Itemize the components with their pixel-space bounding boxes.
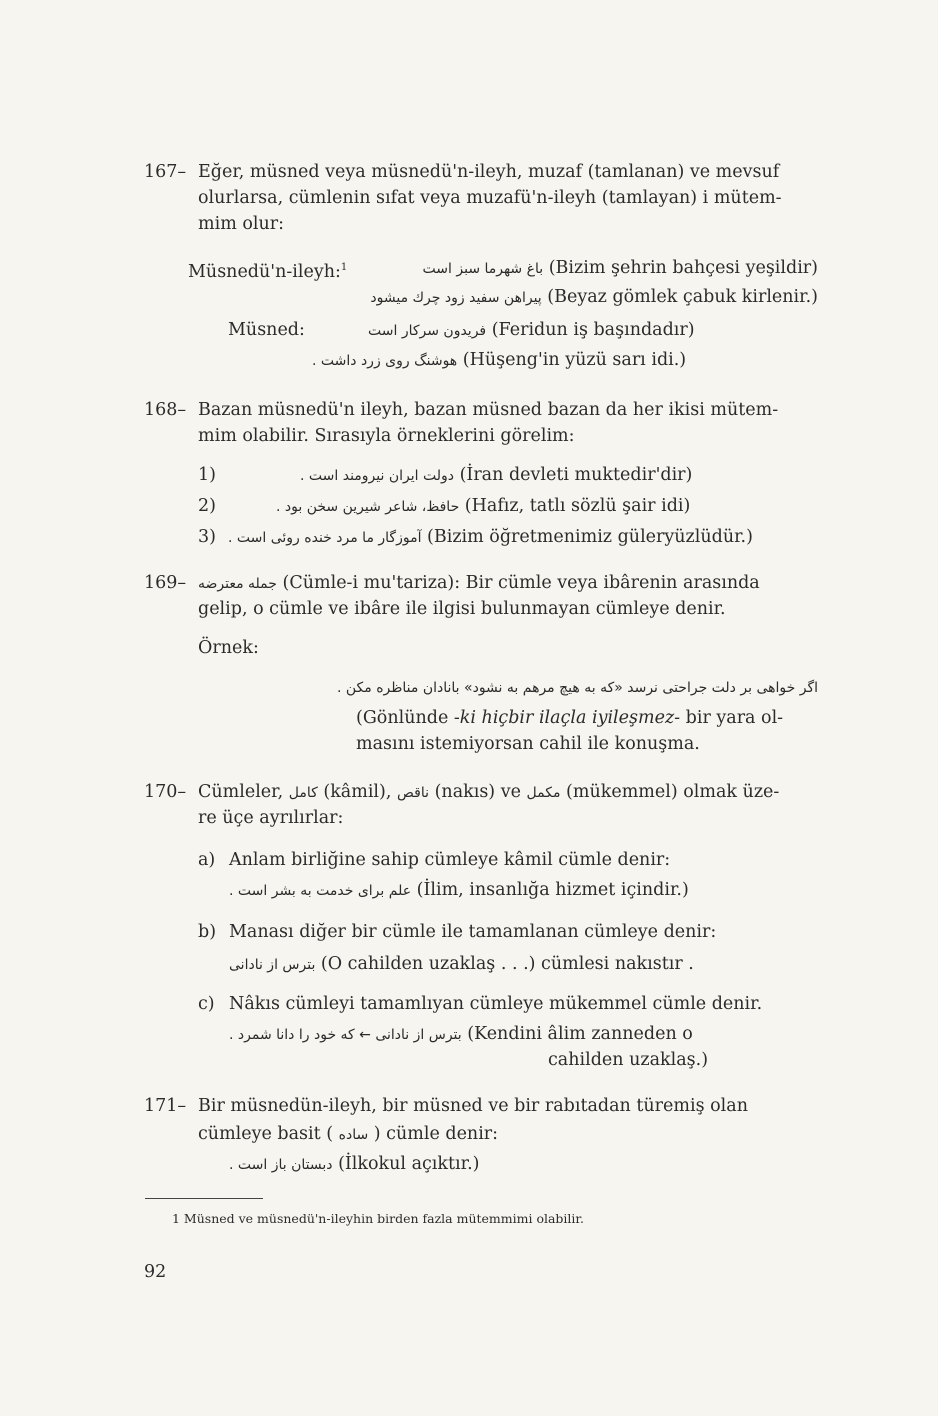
persian-text: بترس از نادانی ← كه خود را دانا شمرد . — [229, 1027, 462, 1043]
item-number: 1) — [198, 465, 216, 485]
turkish-translation: (İlkokul açıktır.) — [338, 1154, 480, 1174]
item-label: c) — [198, 994, 215, 1014]
turkish-translation: (İran devleti muktedir'dir) — [459, 465, 693, 485]
section-number-168: 168– — [144, 400, 187, 420]
paragraph-line: mim olabilir. Sırasıyla örneklerini görelim: — [198, 426, 575, 446]
example-line — [423, 256, 818, 281]
item-label: b) — [198, 922, 217, 942]
example-line — [368, 318, 695, 343]
paragraph-line: Eğer, müsned veya müsnedü'n-ileyh, muzaf (tamlanan) ve mevsuf — [198, 162, 780, 182]
paragraph-line: Nâkıs cümleyi tamamlıyan cümleye mükemmel cümle denir. — [229, 994, 763, 1014]
persian-text: پيراهن سفيد زود چرك ميشود — [370, 290, 542, 306]
item-label: a) — [198, 850, 216, 870]
turkish-translation: (Bizim öğretmenimiz güleryüzlüdür.) — [427, 527, 753, 547]
turkish-translation: (Kendini âlim zanneden o — [467, 1024, 693, 1044]
example-label: Müsned: — [228, 320, 305, 340]
example-line — [276, 494, 690, 519]
paragraph-line: olurlarsa, cümlenin sıfat veya muzafü'n-ileyh (tamlayan) i mütem- — [198, 188, 782, 208]
footnote-divider — [145, 1198, 263, 1199]
persian-text: آموزگار ما مرد خنده روئی است . — [228, 530, 422, 546]
turkish-translation: (Beyaz gömlek çabuk kirlenir.) — [547, 287, 818, 307]
persian-text: جمله معترضه — [198, 576, 277, 592]
turkish-translation: (İlim, insanlığa hizmet içindir.) — [416, 880, 689, 900]
paragraph-line: Manası diğer bir cümle ile tamamlanan cümleye denir: — [229, 922, 717, 942]
persian-text: مكمل — [526, 785, 561, 801]
persian-text: باغ شهرما سبز است — [422, 261, 544, 277]
turkish-translation: (Gönlünde -ki hiçbir ilaçla iyileşmez- bir yara ol- — [356, 708, 784, 728]
footnote: 1 Müsned ve müsnedü'n-ileyhin birden fazla mütemmimi olabilir. — [172, 1211, 584, 1226]
example-line — [229, 878, 689, 903]
paragraph-line: Bir müsnedün-ileyh, bir müsned ve bir rabıtadan türemiş olan — [198, 1096, 748, 1116]
example-label: Örnek: — [198, 638, 259, 658]
paragraph-line: Cümleler, كامل (kâmil), ناقص (nakıs) ve مكمل (mükemmel) olmak üze- — [198, 782, 780, 802]
example-line — [312, 348, 686, 373]
italic-phrase: ki hiçbir ilaçla iyileşmez- — [459, 708, 681, 728]
example-line — [228, 525, 753, 550]
example-line — [370, 285, 818, 310]
paragraph-line: re üçe ayrılırlar: — [198, 808, 344, 828]
example-line — [229, 1022, 693, 1047]
footnote-marker: 1 — [340, 262, 348, 273]
paragraph-line: cümleye basit ( ساده ) cümle denir: — [198, 1124, 499, 1144]
turkish-translation: cahilden uzaklaş.) — [548, 1050, 709, 1070]
persian-text: حافظ، شاعر شيرين سخن بود . — [276, 499, 460, 515]
persian-text: دبستان باز است . — [229, 1157, 333, 1173]
paragraph-line: Anlam birliğine sahip cümleye kâmil cümle denir: — [229, 850, 671, 870]
turkish-translation: (Hüşeng'in yüzü sarı idi.) — [462, 350, 687, 370]
paragraph-line: جمله معترضه (Cümle-i mu'tariza): Bir cümle veya ibârenin arasında — [198, 573, 760, 593]
turkish-translation: (Bizim şehrin bahçesi yeşildir) — [548, 258, 818, 278]
example-line — [229, 1152, 479, 1177]
paragraph-line: mim olur: — [198, 214, 285, 234]
item-number: 3) — [198, 527, 216, 547]
persian-text: ناقص — [397, 785, 430, 801]
turkish-translation: masını istemiyorsan cahil ile konuşma. — [356, 734, 700, 754]
section-number-171: 171– — [144, 1096, 187, 1116]
persian-text: فريدون سركار است — [368, 323, 487, 339]
persian-text: كامل — [288, 785, 318, 801]
persian-text: دولت ايران نيرومند است . — [300, 468, 454, 484]
section-number-167: 167– — [144, 162, 187, 182]
page-number: 92 — [144, 1262, 167, 1282]
persian-text: هوشنگ روی زرد داشت . — [312, 353, 458, 369]
turkish-translation: (Feridun iş başındadır) — [491, 320, 695, 340]
example-label: Müsnedü'n-ileyh:$^1$ — [188, 261, 348, 282]
section-number-169: 169– — [144, 573, 187, 593]
paragraph-line: Bazan müsnedü'n ileyh, bazan müsned bazan da her ikisi mütem- — [198, 400, 779, 420]
example-line — [300, 463, 692, 488]
item-number: 2) — [198, 496, 216, 516]
turkish-translation: (Hafız, tatlı sözlü şair idi) — [464, 496, 691, 516]
example-line — [229, 952, 694, 977]
persian-text: بترس از نادانی — [229, 957, 316, 973]
turkish-translation: (O cahilden uzaklaş . . .) cümlesi nakıstır . — [320, 954, 694, 974]
paragraph-line: gelip, o cümle ve ibâre ile ilgisi bulunmayan cümleye denir. — [198, 599, 726, 619]
section-number-170: 170– — [144, 782, 187, 802]
persian-text: ساده — [338, 1127, 369, 1143]
persian-example: اگر خواهی بر دلت جراحتی نرسد «كه به هيچ مرهم به نشود» بانادان مناظره مكن . — [336, 680, 818, 696]
persian-text: علم برای خدمت به بشر است . — [229, 883, 412, 899]
